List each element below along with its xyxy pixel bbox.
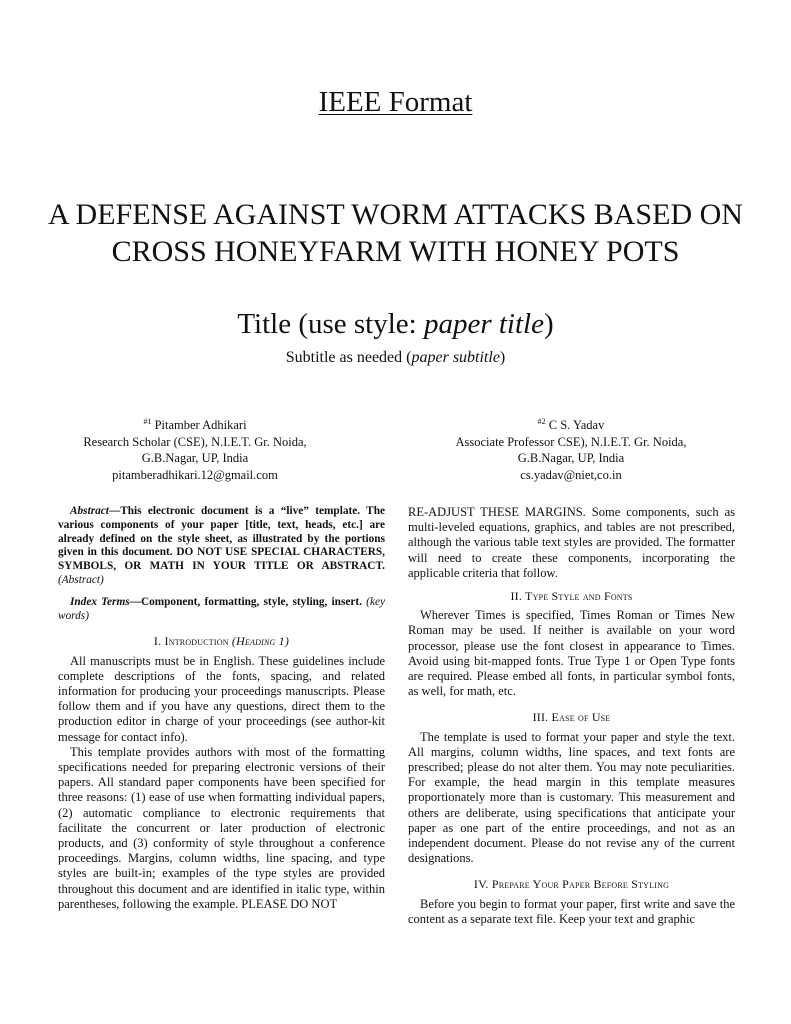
author-block-2	[406, 414, 736, 483]
author-name-line	[406, 414, 736, 434]
index-terms-style-tag: (key words)	[58, 595, 385, 622]
author-email: cs.yadav@niet,co.in	[520, 467, 622, 482]
section-heading-text: I. Introduction	[153, 634, 232, 649]
author-affiliation: Associate Professor CSE), N.I.E.T. Gr. Noida,	[455, 434, 687, 449]
abstract-label: Abstract	[70, 505, 109, 517]
intro-paragraph-1: All manuscripts must be in English. These guidelines include complete descriptions of the fonts, spacing, and related information for producing your proceedings manuscripts. Please follow them and if you have any questions, direct them to the production editor in charge of your proceedings (see author-kit message for contact info).	[58, 653, 385, 744]
author-location: G.B.Nagar, UP, India	[517, 451, 625, 465]
right-column	[408, 505, 735, 927]
section-heading-style-tag: (Heading 1)	[231, 634, 290, 649]
author-name: C S. Yadav	[545, 418, 605, 432]
author-email: pitamberadhikari.12@gmail.com	[112, 467, 278, 482]
author-location: G.B.Nagar, UP, India	[141, 451, 249, 465]
subtitle-prefix: Subtitle as needed (	[285, 349, 412, 366]
prepare-paragraph: Before you begin to format your paper, first write and save the content as a separate text file. Keep your text and graphic	[408, 896, 735, 926]
style-title-suffix: )	[543, 308, 554, 340]
index-terms-text: —Component, formatting, style, styling, insert.	[129, 595, 362, 608]
author-marker: #2	[537, 417, 546, 426]
author-marker: #1	[143, 417, 152, 426]
style-title	[0, 308, 791, 341]
section-heading-introduction	[58, 634, 385, 649]
subtitle	[0, 349, 791, 367]
style-title-prefix: Title (use style:	[237, 308, 424, 340]
author-affiliation: Research Scholar (CSE), N.I.E.T. Gr. Noida,	[83, 434, 307, 449]
subtitle-italic: paper subtitle	[411, 349, 500, 366]
section-heading-ease-of-use: III. Ease of Use	[532, 710, 611, 725]
author-name-line	[30, 414, 360, 434]
index-terms-label: Index Terms	[70, 595, 130, 608]
style-title-italic: paper title	[423, 308, 544, 340]
format-heading: IEEE Format	[318, 86, 473, 118]
author-name: Pitamber Adhikari	[151, 418, 247, 432]
paper-title: A DEFENSE AGAINST WORM ATTACKS BASED ON CROSS HONEYFARM WITH HONEY POTS	[48, 198, 743, 268]
ease-of-use-paragraph: The template is used to format your paper and style the text. All margins, column widths, line spaces, and text fonts are prescribed; please do not alter them. You may note peculiarities. For example, the head margin in this template measures proportionately more than is customary. This measurement and others are deliberate, using specifications that anticipate your paper as one part of the entire proceedings, and not as an independent document. Please do not revise any of the current designations.	[408, 729, 735, 866]
intro-paragraph-2: This template provides authors with most of the formatting specifications needed for preparing electronic versions of their papers. All standard paper components have been specified for three reasons: (1) ease of use when formatting individual papers, (2) automatic compliance to electronic requirements that facilitate the concurrent or later production of electronic products, and (3) conformity of style throughout a conference proceedings. Margins, column widths, line spacing, and type styles are built-in; examples of the type styles are provided throughout this document and are identified in italic type, within parentheses, following the example. PLEASE DO NOT	[58, 744, 385, 911]
index-terms	[58, 596, 385, 624]
section-heading-type-style: II. Type Style and Fonts	[510, 589, 633, 604]
abstract	[58, 505, 385, 588]
intro-paragraph-2-continued: RE-ADJUST THESE MARGINS. Some components, such as multi-leveled equations, graphics, and tables are not prescribed, although the various table text styles are provided. The formatter will need to create these components, incorporating the applicable criteria that follow.	[408, 505, 735, 580]
subtitle-suffix: )	[499, 349, 506, 366]
abstract-style-tag: (Abstract)	[58, 573, 104, 586]
type-style-paragraph: Wherever Times is specified, Times Roman or Times New Roman may be used. If neither is available on your word processor, please use the font closest in appearance to Times. Avoid using bit-mapped fonts. True Type 1 or Open Type fonts are required. Please embed all fonts, in particular symbol fonts, as well, for math, etc.	[408, 608, 735, 699]
section-heading-prepare: IV. Prepare Your Paper Before Styling	[473, 877, 670, 892]
author-block-1	[30, 414, 360, 483]
left-column	[58, 505, 385, 912]
abstract-text: —This electronic document is a “live” template. The various components of your paper [title, text, heads, etc.] are already defined on the style sheet, as illustrated by the portions given in this document. DO NOT USE SPECIAL CHARACTERS, SYMBOLS, OR MATH IN YOUR TITLE OR ABSTRACT.	[58, 505, 385, 573]
